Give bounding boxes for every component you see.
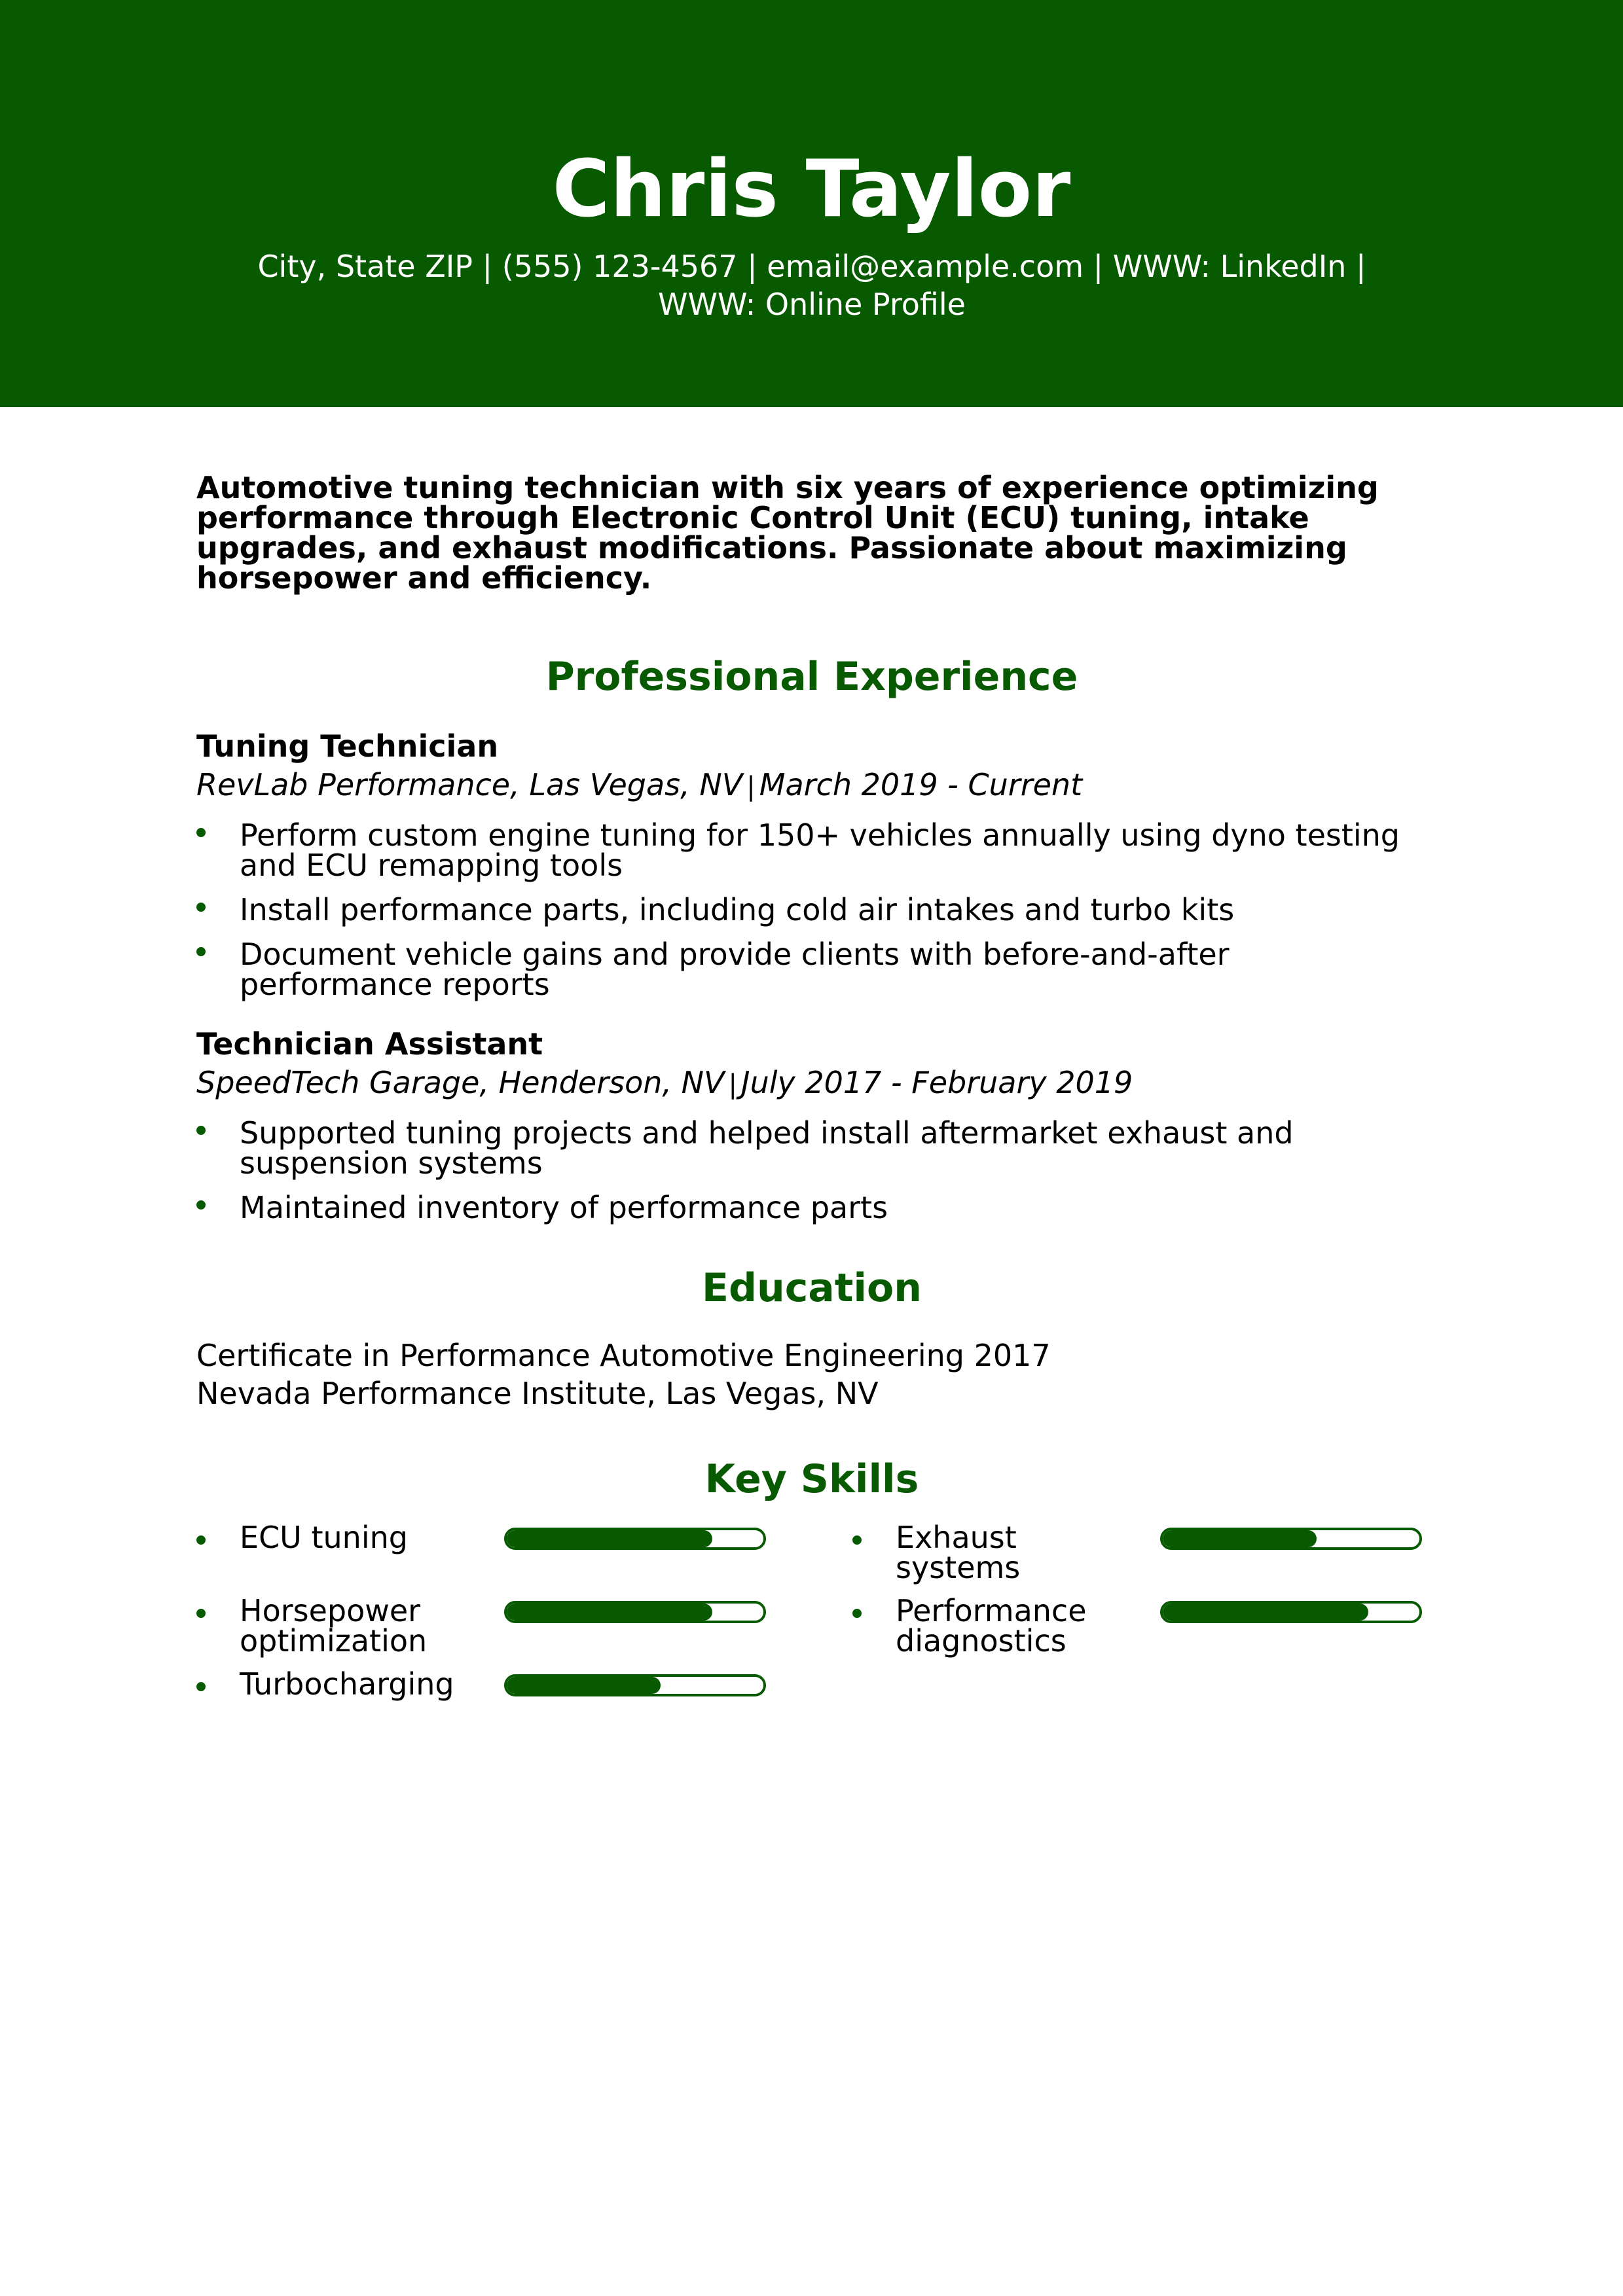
job-meta [196, 1064, 1427, 1103]
skill-bar-fill [507, 1530, 712, 1547]
education-year: 2017 [974, 1338, 1051, 1373]
contact-info: City, State ZIP | (555) 123-4567 | email@example.com | WWW: LinkedIn | WWW: Online Profile [257, 249, 1366, 322]
skill-item [196, 1520, 812, 1600]
job-bullets [196, 1115, 1427, 1225]
job-title: Technician Assistant [196, 1026, 543, 1062]
list-item [196, 817, 1427, 883]
candidate-name: Chris Taylor [552, 144, 1071, 235]
education-entry [196, 1336, 1427, 1412]
skill-bar-fill [507, 1604, 712, 1621]
job-entry [196, 1024, 1427, 1223]
skill-name: Performance diagnostics [896, 1593, 1087, 1659]
list-item [196, 1190, 1427, 1225]
bullet-icon [196, 1126, 206, 1135]
job-company: RevLab Performance, Las Vegas, NV [196, 767, 743, 802]
section-title-experience: Professional Experience [545, 654, 1078, 700]
list-item [196, 937, 1427, 1002]
skill-name: Exhaust systems [896, 1520, 1021, 1585]
skill-bar [1160, 1528, 1422, 1550]
bullet-icon [196, 828, 206, 837]
job-separator: | [746, 772, 756, 802]
resume-body [196, 470, 1427, 1724]
skill-item [852, 1593, 1468, 1673]
bullet-icon [196, 1682, 206, 1691]
bullet-text: Supported tuning projects and helped install aftermarket exhaust and suspension systems [240, 1115, 1294, 1181]
job-dates: July 2017 - February 2019 [741, 1065, 1133, 1100]
skill-bar-fill [1163, 1604, 1368, 1621]
skill-name: Turbocharging [240, 1666, 454, 1702]
skill-item [196, 1593, 812, 1673]
bullet-icon [196, 903, 206, 912]
list-item [196, 1115, 1427, 1181]
bullet-text: Document vehicle gains and provide clients with before-and-after performance reports [240, 937, 1230, 1002]
education-degree: Certificate in Performance Automotive Engineering [196, 1338, 964, 1373]
job-company: SpeedTech Garage, Henderson, NV [196, 1065, 725, 1100]
education-degree-line [196, 1336, 1427, 1374]
summary: Automotive tuning technician with six years of experience optimizing performance through Electronic Control Unit (ECU) tuning, intake upgrades, and exhaust modifications. Passionate about maximizing horsepower and efficiency. [196, 470, 1379, 596]
job-separator: | [728, 1069, 737, 1100]
header-banner [0, 0, 1623, 407]
bullet-icon [852, 1609, 862, 1618]
skill-bar [504, 1528, 766, 1550]
bullet-icon [196, 1200, 206, 1210]
job-meta [196, 766, 1427, 806]
skills-grid [196, 1520, 1427, 1724]
bullet-icon [196, 1535, 206, 1545]
bullet-text: Maintained inventory of performance parts [240, 1190, 888, 1225]
bullet-icon [196, 1609, 206, 1618]
job-bullets [196, 817, 1427, 1002]
skill-bar [504, 1674, 766, 1696]
section-title-education: Education [702, 1265, 922, 1311]
section-title-skills: Key Skills [704, 1456, 919, 1502]
skill-bar-fill [507, 1677, 661, 1694]
skill-item [852, 1520, 1468, 1600]
bullet-icon [196, 947, 206, 956]
skill-bar-fill [1163, 1530, 1317, 1547]
job-entry [196, 726, 1427, 1002]
skill-bar [504, 1601, 766, 1623]
skill-name: ECU tuning [240, 1520, 408, 1555]
skill-bar [1160, 1601, 1422, 1623]
education-school: Nevada Performance Institute, Las Vegas, NV [196, 1376, 879, 1411]
list-item [196, 892, 1427, 927]
job-dates: March 2019 - Current [759, 767, 1083, 802]
skill-item [196, 1666, 812, 1746]
bullet-text: Install performance parts, including cold air intakes and turbo kits [240, 892, 1235, 927]
job-title: Tuning Technician [196, 728, 499, 764]
bullet-icon [852, 1535, 862, 1545]
skill-name: Horsepower optimization [240, 1593, 428, 1659]
bullet-text: Perform custom engine tuning for 150+ vehicles annually using dyno testing and ECU remapping tools [240, 817, 1400, 883]
